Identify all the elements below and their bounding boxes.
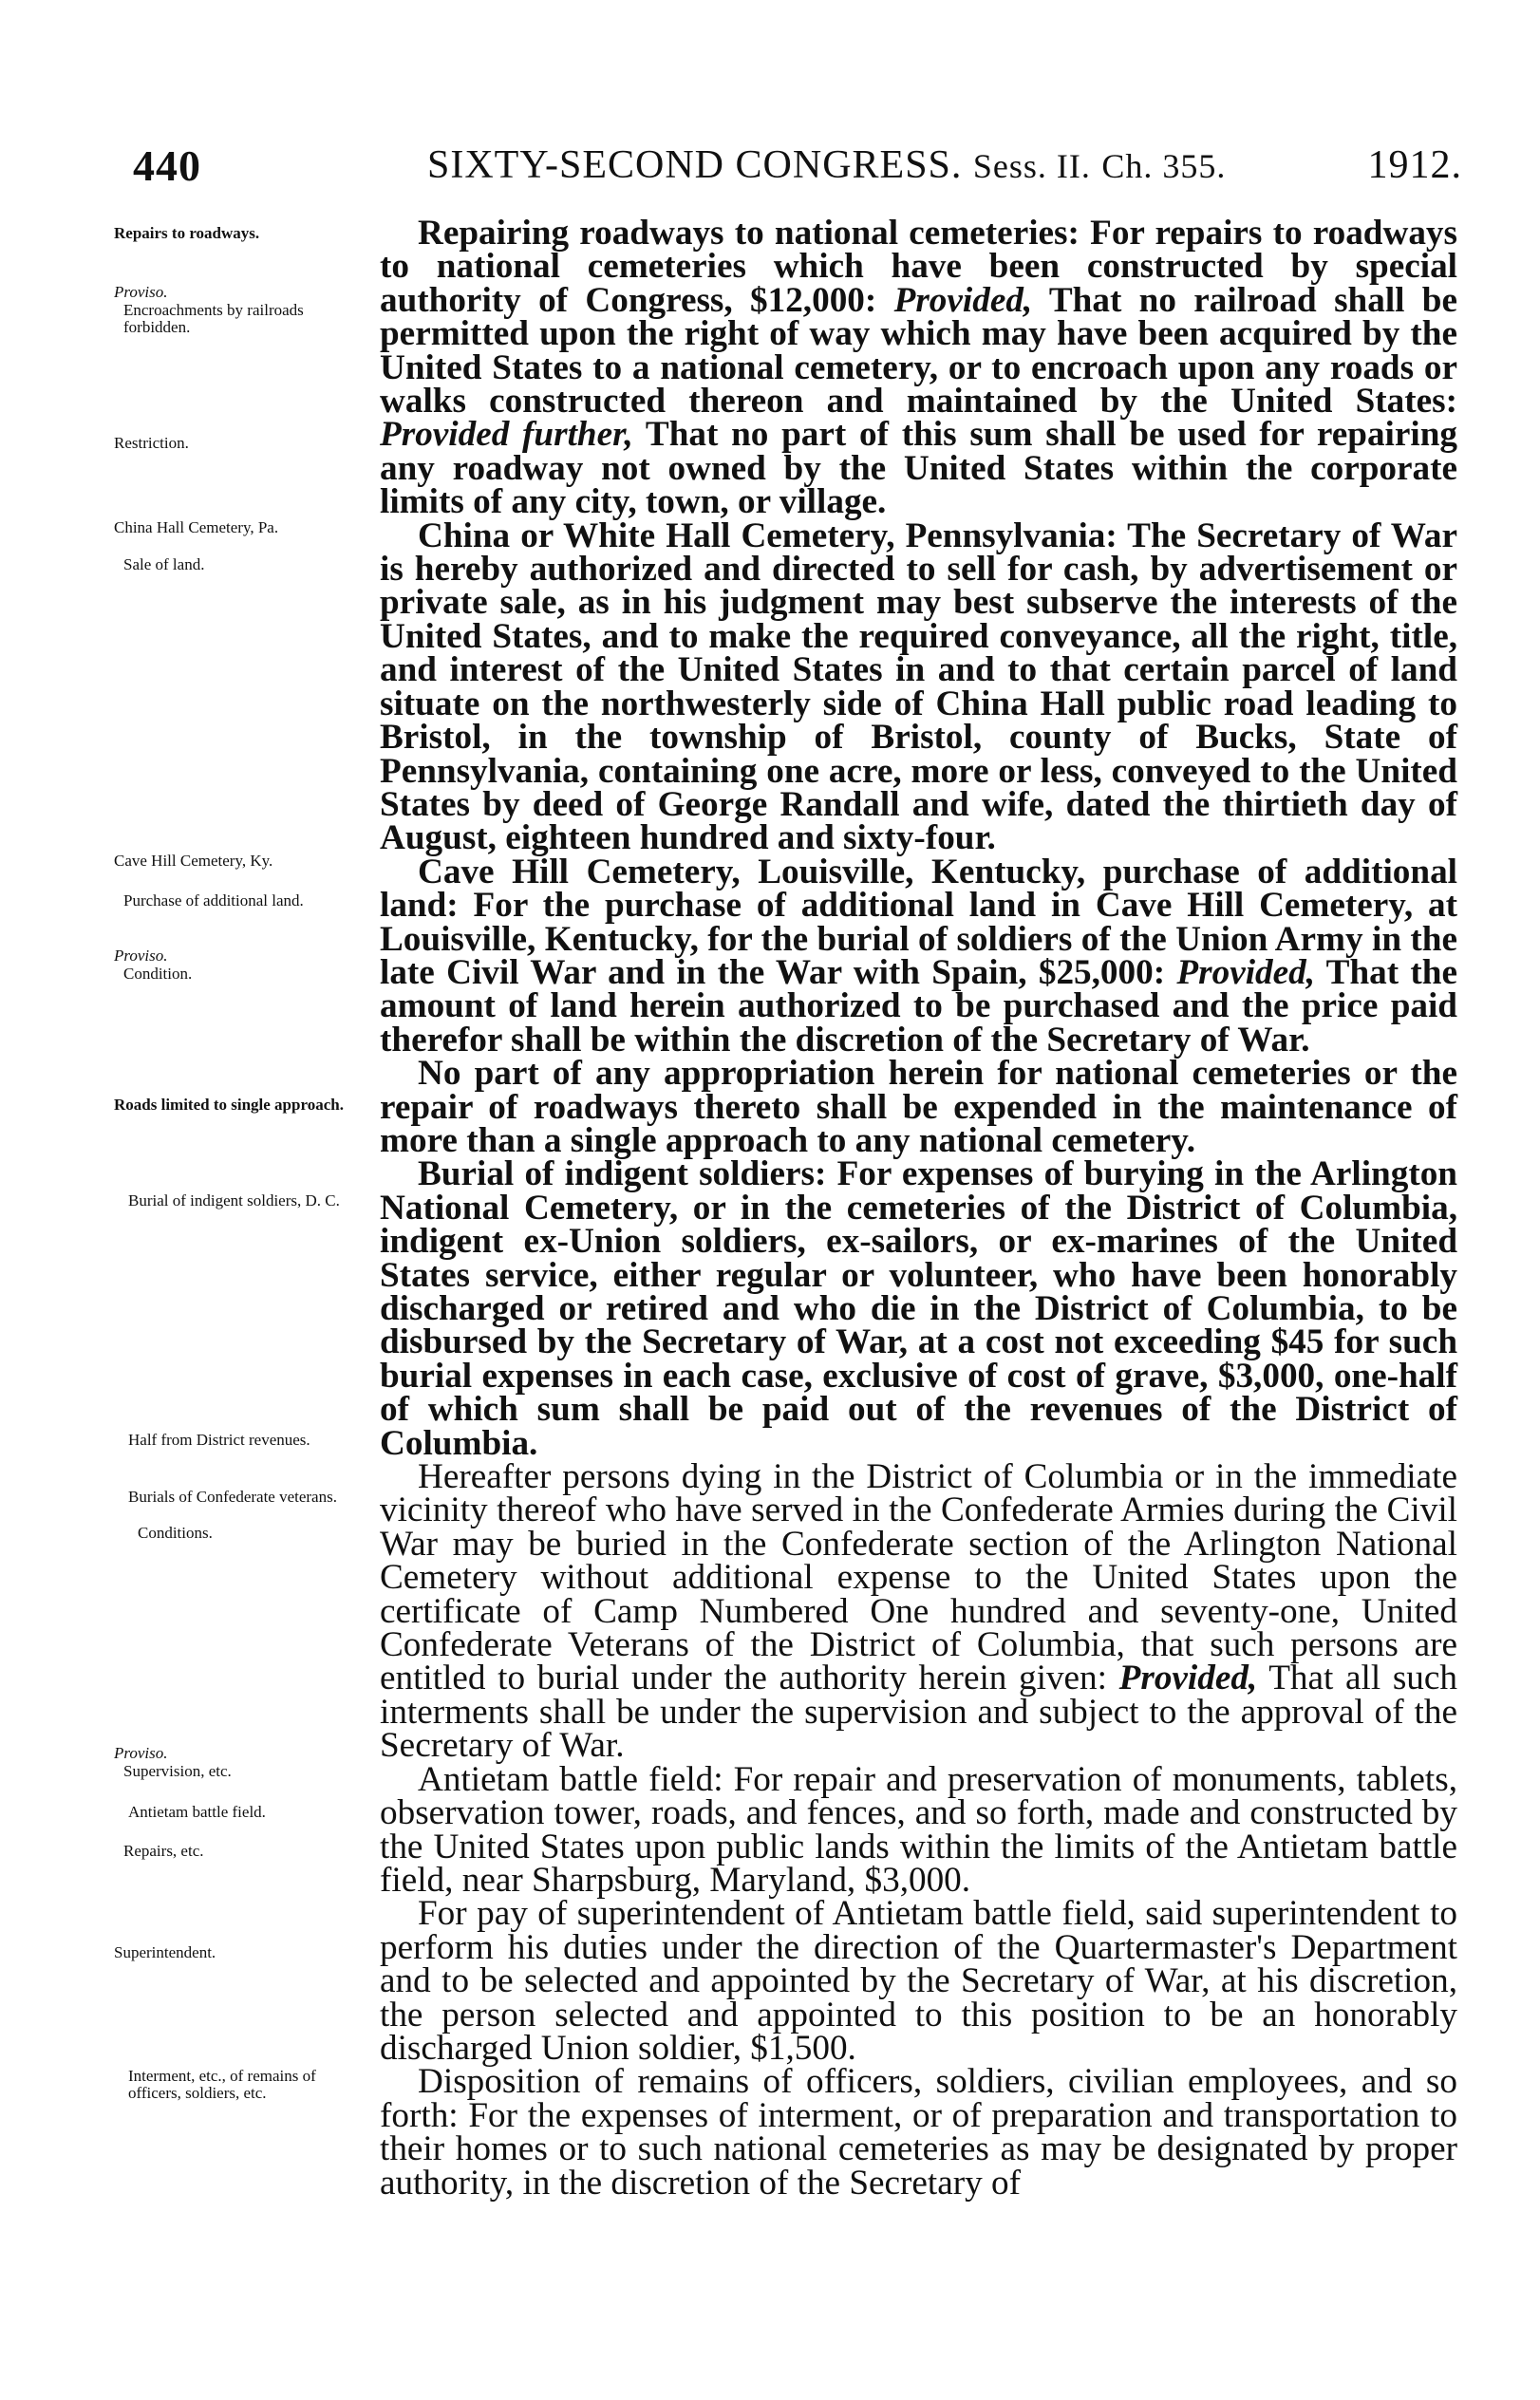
margin-note: Repairs to roadways. [114, 224, 260, 242]
margin-note: Half from District revenues. [128, 1431, 310, 1449]
margin-note: Proviso. [114, 283, 168, 301]
margin-note: Conditions. [138, 1524, 213, 1542]
margin-note: Cave Hill Cemetery, Ky. [114, 852, 273, 870]
year-label: 1912. [1367, 143, 1462, 187]
congress-title: SIXTY-SECOND CONGRESS. [427, 143, 963, 187]
margin-note: Interment, etc., of remains of officers, soldiers, etc. [128, 2067, 316, 2102]
paragraph-china-hall: China or White Hall Cemetery, Pennsylvania: The Secretary of War is hereby authorized and directed to sell for cash, by advertisement or private sale, as in his judgment may best subserve the interests of the United States, and to make the required conveyance, all the right, title, and interest of the United States in and to that certain parcel of land situate on the northwesterly side of China Hall public road leading to Bristol, in the township of Bristol, county of Bucks, State of Pennsylvania, containing one acre, more or less, conveyed to the United States by deed of George Randall and wife, dated the thirtieth day of August, eighteen hundred and sixty-four. [380, 516, 1457, 858]
margin-note: Condition. [123, 965, 193, 983]
margin-note: Supervision, etc. [123, 1762, 232, 1780]
paragraph-confederate: Hereafter persons dying in the District of Columbia or in the immediate vicinity thereof who have served in the Confederate Armies during the Civil War may be buried in the Confederate section of the Arlington National Cemetery without additional expense to the United States upon the certificate of Camp Numbered One hundred and seventy-one, United Confederate Veterans of the District of Columbia, that such persons are entitled to burial under the authority herein given: Provided, That all such interments shall be under the supervision and subject to the approval of the Secretary of War. [380, 1457, 1457, 1766]
session-label: Sess. II. [972, 147, 1091, 185]
page-header [133, 141, 1462, 197]
margin-note: China Hall Cemetery, Pa. [114, 518, 279, 536]
margin-note: Sale of land. [123, 555, 205, 573]
margin-note: Restriction. [114, 434, 189, 452]
margin-note: Roads limited to single approach. [114, 1096, 344, 1114]
paragraph-cave-hill: Cave Hill Cemetery, Louisville, Kentucky, purchase of additional land: For the purchase of additional land in Cave Hill Cemetery, at Louisville, Kentucky, for the burial of soldiers of the Union Army in the late Civil War and in the War with Spain, $25,000: Provided, That the amount of land herein authorized to be purchased and the price paid therefor shall be within the discretion of the Secretary of War. [380, 852, 1457, 1059]
running-title [427, 142, 1226, 188]
paragraph-antietam: Antietam battle field: For repair and preservation of monuments, tablets, observation tower, roads, and fences, and so forth, made and constructed by the United States upon public lands within the limits of the Antietam battle field, near Sharpsburg, Maryland, $3,000. [380, 1759, 1457, 1900]
margin-note: Antietam battle field. [128, 1803, 266, 1821]
paragraph-single-approach: No part of any appropriation herein for national cemeteries or the repair of roadways thereto shall be expended in the maintenance of more than a single approach to any national cemetery. [380, 1054, 1457, 1160]
margin-note: Burial of indigent soldiers, D. C. [128, 1191, 340, 1209]
page-number: 440 [133, 141, 201, 190]
margin-note: Purchase of additional land. [123, 891, 304, 909]
paragraph-indigent-soldiers: Burial of indigent soldiers: For expenses of burying in the Arlington National Cemetery, or in the cemeteries of the District of Columbia, indigent ex-Union soldiers, ex-sailors, or ex-marines of the United States service, either regular or volunteer, who have been honorably discharged or retired and who die in the District of Columbia, to be disbursed by the Secretary of War, at a cost not exceeding $45 for such burial expenses in each case, exclusive of cost of grave, $3,000, one-half of which sum shall be paid out of the revenues of the District of Columbia. [380, 1154, 1457, 1463]
paragraph-superintendent: For pay of superintendent of Antietam battle field, said superintendent to perform his duties under the direction of the Quartermaster's Department and to be selected and appointed by the Secretary of War, at his discretion, the person selected and appointed to this position to be an honorably discharged Union soldier, $1,500. [380, 1894, 1457, 2068]
paragraph-disposition: Disposition of remains of officers, soldiers, civilian employees, and so forth: For the expenses of interment, or of preparation and transportation to their homes or to such national cemeteries as may be designated by proper authority, in the discretion of the Secretary of [380, 2062, 1457, 2203]
margin-note: Proviso. [114, 947, 168, 965]
margin-note: Burials of Confederate veterans. [128, 1488, 337, 1506]
margin-note: Superintendent. [114, 1943, 216, 1961]
margin-note: Repairs, etc. [123, 1842, 204, 1860]
paragraph-roadways: Repairing roadways to national cemeteries: For repairs to roadways to national cemeteries which have been constructed by special authority of Congress, $12,000: Provided, That no railroad shall be permitted upon the right of way which may have been acquired by the United States to a national cemetery, or to encroach upon any roads or walks constructed thereon and maintained by the United States: Provided further, That no part of this sum shall be used for repairing any roadway not owned by the United States within the corporate limits of any city, town, or village. [380, 214, 1457, 522]
document-body [380, 214, 1457, 2203]
margin-note: Proviso. [114, 1744, 168, 1762]
margin-note: Encroachments by railroads forbidden. [123, 301, 304, 336]
chapter-label: Ch. 355. [1101, 147, 1227, 185]
